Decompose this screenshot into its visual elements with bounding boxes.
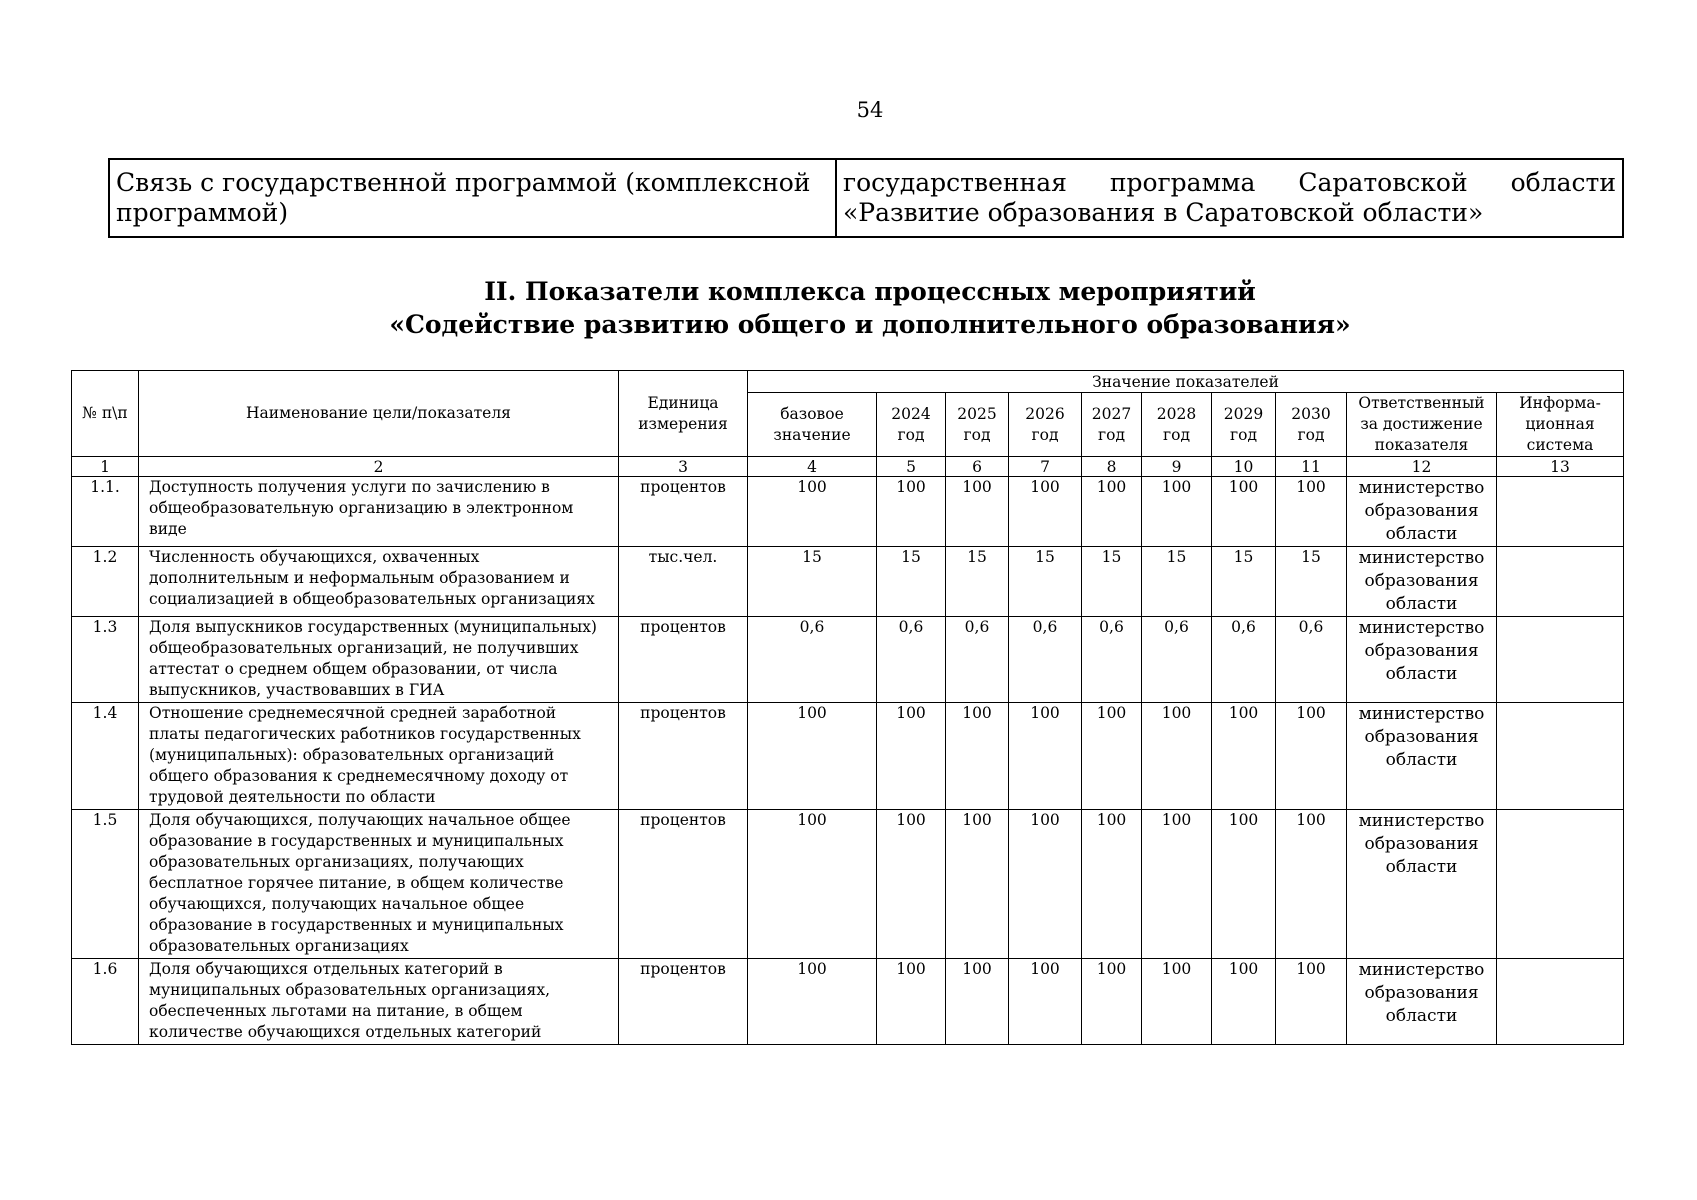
header-year-2030: 2030 год xyxy=(1276,393,1347,457)
header-base: базовое значение xyxy=(748,393,877,457)
row-num: 1.2 xyxy=(72,547,139,617)
row-value-2025: 100 xyxy=(946,703,1009,810)
column-number: 10 xyxy=(1212,457,1276,477)
column-number: 6 xyxy=(946,457,1009,477)
row-value-2026: 100 xyxy=(1009,703,1082,810)
row-unit: процентов xyxy=(619,703,748,810)
column-number: 2 xyxy=(139,457,619,477)
row-value-2027: 100 xyxy=(1082,959,1142,1045)
row-value-2027: 0,6 xyxy=(1082,617,1142,703)
header-year-2024: 2024 год xyxy=(877,393,946,457)
column-number: 12 xyxy=(1347,457,1497,477)
column-number: 11 xyxy=(1276,457,1347,477)
row-value-2026: 100 xyxy=(1009,959,1082,1045)
row-value-2024: 100 xyxy=(877,703,946,810)
row-responsible: министерство образования области xyxy=(1347,547,1497,617)
row-value-2030: 100 xyxy=(1276,477,1347,547)
row-unit: тыс.чел. xyxy=(619,547,748,617)
row-base: 100 xyxy=(748,703,877,810)
indicators-table xyxy=(71,370,1624,1045)
column-number: 7 xyxy=(1009,457,1082,477)
row-value-2027: 100 xyxy=(1082,810,1142,959)
header-unit: Единица измерения xyxy=(619,371,748,457)
row-name: Доля обучающихся, получающих начальное общее образование в государственных и муниципальных образовательных организациях, получающих бесплатное горячее питание, в общем количестве обучающихся, получающих начальное общее образование в государственных и муниципальных образовательных организациях xyxy=(139,810,619,959)
row-value-2025: 0,6 xyxy=(946,617,1009,703)
row-unit: процентов xyxy=(619,617,748,703)
table-row xyxy=(72,703,1624,810)
row-value-2025: 15 xyxy=(946,547,1009,617)
header-values-group: Значение показателей xyxy=(748,371,1624,393)
row-value-2028: 0,6 xyxy=(1142,617,1212,703)
table-row xyxy=(72,617,1624,703)
row-value-2029: 100 xyxy=(1212,477,1276,547)
row-value-2024: 100 xyxy=(877,959,946,1045)
column-number: 3 xyxy=(619,457,748,477)
row-info-system xyxy=(1497,477,1624,547)
row-num: 1.5 xyxy=(72,810,139,959)
row-value-2026: 15 xyxy=(1009,547,1082,617)
header-year-2026: 2026 год xyxy=(1009,393,1082,457)
row-responsible: министерство образования области xyxy=(1347,477,1497,547)
header-year-2027: 2027 год xyxy=(1082,393,1142,457)
row-value-2029: 100 xyxy=(1212,810,1276,959)
header-row-group xyxy=(72,371,1624,393)
row-value-2029: 100 xyxy=(1212,959,1276,1045)
row-value-2026: 100 xyxy=(1009,810,1082,959)
row-value-2030: 100 xyxy=(1276,810,1347,959)
row-value-2030: 100 xyxy=(1276,959,1347,1045)
row-info-system xyxy=(1497,547,1624,617)
column-number: 5 xyxy=(877,457,946,477)
row-info-system xyxy=(1497,703,1624,810)
row-base: 100 xyxy=(748,810,877,959)
row-num: 1.3 xyxy=(72,617,139,703)
column-number: 4 xyxy=(748,457,877,477)
section-title-line2: «Содействие развитию общего и дополнительного образования» xyxy=(389,310,1351,339)
row-value-2029: 0,6 xyxy=(1212,617,1276,703)
row-base: 0,6 xyxy=(748,617,877,703)
table-row xyxy=(72,810,1624,959)
row-value-2027: 100 xyxy=(1082,477,1142,547)
row-unit: процентов xyxy=(619,810,748,959)
row-responsible: министерство образования области xyxy=(1347,617,1497,703)
row-unit: процентов xyxy=(619,477,748,547)
row-value-2030: 15 xyxy=(1276,547,1347,617)
header-year-2025: 2025 год xyxy=(946,393,1009,457)
program-link-table xyxy=(108,158,1624,238)
header-responsible: Ответственный за достижение показателя xyxy=(1347,393,1497,457)
row-value-2028: 100 xyxy=(1142,703,1212,810)
header-name: Наименование цели/показателя xyxy=(139,371,619,457)
column-numbers-row xyxy=(72,457,1624,477)
row-base: 15 xyxy=(748,547,877,617)
row-num: 1.1. xyxy=(72,477,139,547)
program-link-value: государственная программа Саратовской области «Развитие образования в Саратовской области» xyxy=(836,159,1623,237)
row-name: Численность обучающихся, охваченных дополнительным и неформальным образованием и социализацией в общеобразовательных организациях xyxy=(139,547,619,617)
header-info-system: Информа-ционная система xyxy=(1497,393,1624,457)
row-value-2028: 15 xyxy=(1142,547,1212,617)
row-name: Доля обучающихся отдельных категорий в муниципальных образовательных организациях, обеспеченных льготами на питание, в общем количестве обучающихся отдельных категорий xyxy=(139,959,619,1045)
row-value-2030: 100 xyxy=(1276,703,1347,810)
section-title xyxy=(0,275,1697,341)
row-value-2025: 100 xyxy=(946,959,1009,1045)
section-title-line1: II. Показатели комплекса процессных мероприятий xyxy=(484,277,1256,306)
row-value-2029: 100 xyxy=(1212,703,1276,810)
row-value-2028: 100 xyxy=(1142,477,1212,547)
row-base: 100 xyxy=(748,477,877,547)
row-value-2026: 0,6 xyxy=(1009,617,1082,703)
row-info-system xyxy=(1497,617,1624,703)
row-responsible: министерство образования области xyxy=(1347,810,1497,959)
table-row xyxy=(72,477,1624,547)
row-value-2024: 100 xyxy=(877,477,946,547)
row-responsible: министерство образования области xyxy=(1347,703,1497,810)
table-row xyxy=(72,959,1624,1045)
row-value-2024: 0,6 xyxy=(877,617,946,703)
row-value-2028: 100 xyxy=(1142,959,1212,1045)
header-year-2029: 2029 год xyxy=(1212,393,1276,457)
row-num: 1.4 xyxy=(72,703,139,810)
row-value-2026: 100 xyxy=(1009,477,1082,547)
row-value-2024: 100 xyxy=(877,810,946,959)
row-value-2025: 100 xyxy=(946,810,1009,959)
header-num: № п\п xyxy=(72,371,139,457)
row-value-2030: 0,6 xyxy=(1276,617,1347,703)
row-name: Доля выпускников государственных (муниципальных) общеобразовательных организаций, не получивших аттестат о среднем общем образовании, от числа выпускников, участвовавших в ГИА xyxy=(139,617,619,703)
row-num: 1.6 xyxy=(72,959,139,1045)
program-link-row xyxy=(109,159,1623,237)
program-link-label: Связь с государственной программой (комплексной программой) xyxy=(109,159,836,237)
column-number: 9 xyxy=(1142,457,1212,477)
row-value-2027: 100 xyxy=(1082,703,1142,810)
row-value-2029: 15 xyxy=(1212,547,1276,617)
row-value-2024: 15 xyxy=(877,547,946,617)
column-number: 13 xyxy=(1497,457,1624,477)
header-year-2028: 2028 год xyxy=(1142,393,1212,457)
row-value-2028: 100 xyxy=(1142,810,1212,959)
row-name: Доступность получения услуги по зачислению в общеобразовательную организацию в электронном виде xyxy=(139,477,619,547)
row-info-system xyxy=(1497,959,1624,1045)
table-row xyxy=(72,547,1624,617)
column-number: 8 xyxy=(1082,457,1142,477)
page-number: 54 xyxy=(856,98,884,122)
row-base: 100 xyxy=(748,959,877,1045)
row-value-2025: 100 xyxy=(946,477,1009,547)
row-name: Отношение среднемесячной средней заработной платы педагогических работников государственных (муниципальных): образовательных организаций общего образования к среднемесячному доходу от трудовой деятельности по области xyxy=(139,703,619,810)
row-value-2027: 15 xyxy=(1082,547,1142,617)
row-responsible: министерство образования области xyxy=(1347,959,1497,1045)
row-unit: процентов xyxy=(619,959,748,1045)
row-info-system xyxy=(1497,810,1624,959)
column-number: 1 xyxy=(72,457,139,477)
